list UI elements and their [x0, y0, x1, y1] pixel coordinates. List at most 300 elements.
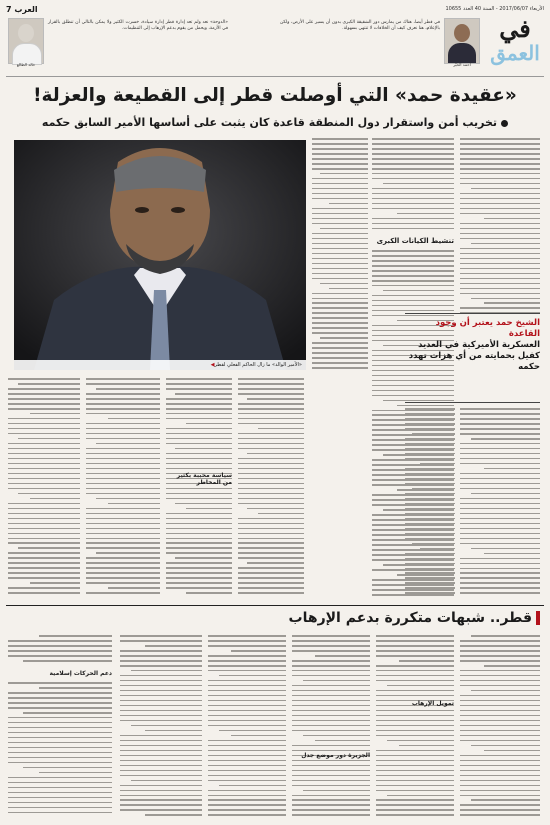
- text-line: [460, 178, 540, 180]
- text-line: [376, 799, 454, 801]
- text-line: [372, 168, 454, 170]
- text-line: [471, 548, 540, 550]
- text-line: [460, 498, 540, 500]
- text-line: [420, 548, 455, 550]
- text-line: [372, 163, 454, 165]
- text-line: [460, 233, 540, 235]
- text-line: [460, 153, 540, 155]
- section-title-1: في: [499, 14, 531, 43]
- text-line: [412, 488, 455, 490]
- text-line: [8, 692, 112, 694]
- text-line: [238, 418, 304, 420]
- text-line: [166, 567, 232, 569]
- text-line: [460, 158, 540, 160]
- article-column: [372, 138, 454, 233]
- text-line: [120, 775, 202, 777]
- left-writer-caption: خالد الطالع: [16, 62, 36, 67]
- text-line: [120, 665, 202, 667]
- text-line: [292, 690, 370, 692]
- text-line: [86, 572, 160, 574]
- text-line: [460, 163, 540, 165]
- text-line: [86, 398, 160, 400]
- text-line: [86, 518, 160, 520]
- text-line: [312, 153, 368, 155]
- text-line: [405, 582, 455, 584]
- text-line: [238, 473, 304, 475]
- text-line: [208, 775, 286, 777]
- text-line: [86, 448, 160, 450]
- text-line: [86, 473, 160, 475]
- text-line: [208, 770, 286, 772]
- text-line: [405, 498, 455, 500]
- text-line: [86, 542, 160, 544]
- text-line: [292, 695, 370, 697]
- text-line: [208, 809, 286, 811]
- text-line: [219, 785, 286, 787]
- issue-line: الأربعاء 2017/06/07 - السنة 40 العدد 10655: [445, 6, 544, 12]
- text-line: [8, 488, 80, 490]
- text-line: [376, 804, 454, 806]
- text-line: [292, 650, 370, 652]
- text-line: [292, 760, 370, 762]
- text-line: [96, 388, 160, 390]
- text-line: [8, 403, 80, 405]
- text-line: [86, 478, 160, 480]
- text-line: [460, 804, 540, 806]
- text-line: [8, 650, 112, 652]
- text-line: [8, 782, 112, 784]
- text-line: [238, 572, 304, 574]
- text-line: [8, 557, 80, 559]
- text-line: [460, 655, 540, 657]
- text-line: [238, 587, 304, 589]
- brand-name: العرب: [14, 4, 38, 14]
- text-line: [460, 278, 540, 280]
- text-line: [120, 715, 202, 717]
- subheadline-text: تخريب أمن واستقرار دول المنطقة قاعدة كان يثبت على أساسها الأمير السابق حكمه: [41, 116, 498, 129]
- article-column: [460, 408, 540, 600]
- text-line: [376, 765, 454, 767]
- text-line: [30, 498, 80, 500]
- text-line: [247, 562, 304, 564]
- text-line: [175, 557, 232, 559]
- text-line: [86, 393, 160, 395]
- text-line: [120, 740, 202, 742]
- text-line: [376, 775, 454, 777]
- article-column: [8, 635, 112, 667]
- text-line: [460, 213, 540, 215]
- text-line: [120, 804, 202, 806]
- article-subtitle: دعم الحركات إسلامية: [49, 670, 112, 677]
- text-line: [208, 795, 286, 797]
- text-line: [372, 178, 454, 180]
- text-line: [120, 685, 202, 687]
- text-line: [86, 423, 160, 425]
- text-line: [208, 814, 286, 816]
- article-column: [405, 408, 455, 600]
- text-line: [120, 640, 202, 642]
- text-line: [372, 270, 454, 272]
- text-line: [460, 730, 540, 732]
- text-line: [86, 458, 160, 460]
- text-line: [376, 785, 454, 787]
- text-line: [376, 809, 454, 811]
- text-line: [376, 750, 454, 752]
- text-line: [292, 660, 370, 662]
- text-line: [303, 735, 370, 737]
- text-line: [376, 710, 454, 712]
- text-line: [238, 498, 304, 500]
- text-line: [460, 809, 540, 811]
- text-line: [231, 650, 286, 652]
- text-line: [320, 228, 368, 230]
- text-line: [460, 418, 540, 420]
- text-line: [166, 443, 232, 445]
- text-line: [312, 293, 368, 295]
- text-line: [292, 645, 370, 647]
- text-line: [376, 635, 454, 637]
- text-line: [320, 173, 368, 175]
- text-line: [86, 493, 160, 495]
- text-line: [312, 148, 368, 150]
- text-line: [166, 552, 232, 554]
- text-line: [238, 413, 304, 415]
- caption-marker-icon: ◀: [210, 362, 215, 368]
- text-line: [460, 488, 540, 490]
- text-line: [372, 208, 454, 210]
- text-line: [484, 665, 540, 667]
- text-line: [460, 795, 540, 797]
- text-line: [8, 722, 112, 724]
- text-line: [460, 775, 540, 777]
- text-line: [8, 542, 80, 544]
- text-line: [460, 238, 540, 240]
- text-line: [8, 463, 80, 465]
- text-line: [131, 780, 202, 782]
- text-line: [460, 143, 540, 145]
- text-line: [484, 468, 540, 470]
- text-line: [120, 790, 202, 792]
- text-line: [8, 592, 80, 594]
- text-line: [8, 777, 112, 779]
- text-line: [208, 670, 286, 672]
- text-line: [460, 640, 540, 642]
- text-line: [166, 388, 232, 390]
- text-line: [8, 762, 112, 764]
- article-subtitle: سياسة محببة بكثير من المخاطر: [176, 472, 232, 486]
- text-line: [471, 243, 540, 245]
- text-line: [86, 508, 160, 510]
- text-line: [460, 413, 540, 415]
- main-subheadline: [6, 116, 544, 129]
- text-line: [312, 278, 368, 280]
- text-line: [292, 635, 370, 637]
- text-line: [8, 812, 112, 814]
- text-line: [292, 665, 370, 667]
- text-line: [238, 528, 304, 530]
- text-line: [8, 787, 112, 789]
- text-line: [166, 562, 232, 564]
- text-line: [460, 483, 540, 485]
- text-line: [471, 298, 540, 300]
- text-line: [471, 799, 540, 801]
- text-line: [120, 660, 202, 662]
- text-line: [86, 408, 160, 410]
- article-column: [8, 682, 112, 820]
- text-line: [8, 655, 112, 657]
- text-line: [208, 799, 286, 801]
- text-line: [471, 493, 540, 495]
- text-line: [208, 645, 286, 647]
- text-line: [471, 438, 540, 440]
- text-line: [312, 327, 368, 329]
- lower-headline: [289, 610, 540, 626]
- text-line: [376, 645, 454, 647]
- text-line: [372, 198, 454, 200]
- text-line: [120, 700, 202, 702]
- text-line: [387, 795, 454, 797]
- text-line: [312, 367, 368, 369]
- text-line: [460, 518, 540, 520]
- text-line: [166, 453, 232, 455]
- text-line: [238, 493, 304, 495]
- text-line: [8, 757, 112, 759]
- text-line: [376, 790, 454, 792]
- text-line: [460, 513, 540, 515]
- text-line: [471, 188, 540, 190]
- text-line: [312, 307, 368, 309]
- text-line: [303, 680, 370, 682]
- text-line: [96, 498, 160, 500]
- text-line: [460, 568, 540, 570]
- text-line: [460, 138, 540, 140]
- text-line: [120, 635, 202, 637]
- text-line: [18, 438, 80, 440]
- article-photo: [14, 140, 306, 370]
- text-line: [166, 493, 232, 495]
- article-column: [376, 635, 454, 820]
- text-line: [460, 428, 540, 430]
- text-line: [8, 587, 80, 589]
- text-line: [86, 523, 160, 525]
- text-line: [166, 463, 232, 465]
- text-line: [460, 735, 540, 737]
- text-line: [460, 478, 540, 480]
- text-line: [96, 552, 160, 554]
- text-line: [8, 742, 112, 744]
- text-line: [238, 523, 304, 525]
- text-line: [166, 572, 232, 574]
- text-line: [166, 513, 232, 515]
- text-line: [412, 433, 455, 435]
- text-line: [292, 814, 370, 816]
- text-line: [405, 587, 455, 589]
- text-line: [8, 562, 80, 564]
- photo-caption: [14, 360, 306, 370]
- text-line: [120, 795, 202, 797]
- text-line: [238, 403, 304, 405]
- text-line: [372, 300, 454, 302]
- text-line: [208, 700, 286, 702]
- text-line: [247, 453, 304, 455]
- text-line: [166, 577, 232, 579]
- text-line: [8, 528, 80, 530]
- text-line: [376, 690, 454, 692]
- text-line: [312, 322, 368, 324]
- text-line: [292, 730, 370, 732]
- text-line: [8, 645, 112, 647]
- text-line: [312, 273, 368, 275]
- text-line: [166, 468, 232, 470]
- text-line: [460, 283, 540, 285]
- text-line: [8, 468, 80, 470]
- right-writer-photo: [444, 18, 480, 64]
- article-subtitle: تنشيط الكيانات الكبرى: [376, 237, 454, 245]
- text-line: [460, 538, 540, 540]
- text-line: [238, 448, 304, 450]
- text-line: [8, 503, 80, 505]
- text-line: [460, 720, 540, 722]
- text-line: [312, 193, 368, 195]
- article-column: [238, 378, 304, 600]
- text-line: [120, 655, 202, 657]
- text-line: [405, 568, 455, 570]
- text-line: [8, 640, 112, 642]
- text-line: [208, 690, 286, 692]
- text-line: [39, 687, 112, 689]
- text-line: [397, 405, 454, 407]
- text-line: [460, 533, 540, 535]
- text-line: [166, 488, 232, 490]
- text-line: [86, 538, 160, 540]
- text-line: [120, 745, 202, 747]
- text-line: [8, 448, 80, 450]
- text-line: [484, 553, 540, 555]
- text-line: [460, 193, 540, 195]
- text-line: [312, 352, 368, 354]
- text-line: [372, 280, 454, 282]
- text-line: [460, 288, 540, 290]
- text-line: [208, 695, 286, 697]
- text-line: [372, 153, 454, 155]
- text-line: [8, 682, 112, 684]
- text-line: [238, 433, 304, 435]
- text-line: [8, 508, 80, 510]
- text-line: [258, 428, 304, 430]
- text-line: [397, 213, 454, 215]
- text-line: [460, 700, 540, 702]
- text-line: [376, 650, 454, 652]
- text-line: [460, 293, 540, 295]
- right-teaser: في قطر أيضا، هناك من يمارس دور الشقيقة الكبرى بدون أن يسير على الأرض، ولكن بالإعلام، هنا نعرف كيف أن الخلافات لا تنتهي بسهولة.: [280, 20, 440, 31]
- text-line: [208, 640, 286, 642]
- text-line: [376, 715, 454, 717]
- text-line: [471, 745, 540, 747]
- text-line: [460, 198, 540, 200]
- text-line: [292, 715, 370, 717]
- text-line: [8, 732, 112, 734]
- text-line: [208, 750, 286, 752]
- section-title-2: العمق: [490, 41, 540, 65]
- text-line: [460, 592, 540, 594]
- text-line: [460, 685, 540, 687]
- text-line: [8, 408, 80, 410]
- text-line: [238, 592, 304, 594]
- text-line: [399, 660, 454, 662]
- text-line: [8, 747, 112, 749]
- text-line: [86, 428, 160, 430]
- text-line: [312, 168, 368, 170]
- text-line: [471, 635, 540, 637]
- text-line: [166, 542, 232, 544]
- text-line: [166, 408, 232, 410]
- text-line: [108, 418, 160, 420]
- text-line: [405, 453, 455, 455]
- text-line: [247, 508, 304, 510]
- text-line: [238, 547, 304, 549]
- page-header: [6, 4, 544, 76]
- text-line: [120, 809, 202, 811]
- text-line: [372, 228, 454, 230]
- text-line: [18, 547, 80, 549]
- text-line: [405, 448, 455, 450]
- text-line: [120, 680, 202, 682]
- article-column: [166, 378, 232, 600]
- text-line: [238, 438, 304, 440]
- red-bar-icon: [536, 611, 540, 625]
- text-line: [208, 720, 286, 722]
- text-line: [18, 493, 80, 495]
- text-line: [312, 362, 368, 364]
- text-line: [460, 223, 540, 225]
- text-line: [405, 458, 455, 460]
- text-line: [8, 697, 112, 699]
- text-line: [208, 680, 286, 682]
- text-line: [460, 680, 540, 682]
- text-line: [145, 645, 202, 647]
- text-line: [405, 592, 455, 594]
- text-line: [460, 645, 540, 647]
- text-line: [8, 378, 80, 380]
- text-line: [238, 503, 304, 505]
- text-line: [166, 383, 232, 385]
- text-line: [329, 288, 368, 290]
- text-line: [376, 725, 454, 727]
- text-line: [460, 443, 540, 445]
- text-line: [460, 670, 540, 672]
- writer-head: [18, 24, 34, 42]
- text-line: [8, 473, 80, 475]
- header-rule: [6, 76, 544, 77]
- text-line: [8, 807, 112, 809]
- text-line: [8, 418, 80, 420]
- text-line: [412, 543, 455, 545]
- text-line: [8, 523, 80, 525]
- text-line: [372, 315, 454, 317]
- text-line: [292, 745, 370, 747]
- text-line: [238, 557, 304, 559]
- text-line: [238, 538, 304, 540]
- text-line: [120, 695, 202, 697]
- text-line: [166, 547, 232, 549]
- text-line: [329, 203, 368, 205]
- text-line: [208, 725, 286, 727]
- article-column: [208, 635, 286, 820]
- text-line: [376, 640, 454, 642]
- article-column: [460, 138, 540, 318]
- text-line: [186, 423, 232, 425]
- text-line: [208, 660, 286, 662]
